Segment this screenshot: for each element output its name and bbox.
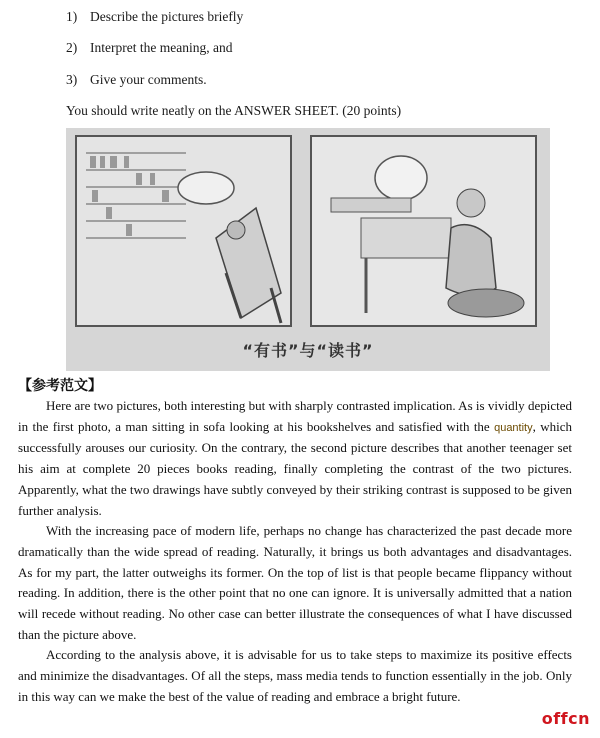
instruction-text: Interpret the meaning, and — [90, 40, 233, 55]
instruction-item-3 — [66, 72, 207, 88]
answer-sheet-note: You should write neatly on the ANSWER SHEET. (20 points) — [66, 103, 402, 118]
essay-text: Here are two pictures, both interesting but with sharply contrasted implication. As is vividly depicted in the first photo, a man sitting in sofa looking at his bookshelves and satisfied with the — [18, 398, 572, 434]
offcn-logo: offcn — [541, 709, 590, 728]
cartoon-illustration — [66, 128, 550, 371]
reference-essay — [18, 396, 572, 708]
highlighted-word: quantity — [494, 421, 533, 434]
cartoon-photo — [66, 128, 550, 371]
instruction-text: Describe the pictures briefly — [90, 9, 244, 24]
cartoon-caption: “有书”与“读书” — [242, 341, 374, 360]
instruction-number: 2) — [66, 40, 78, 55]
instruction-item-2 — [66, 40, 232, 56]
essay-paragraph-1 — [18, 396, 572, 521]
essay-paragraph-3: According to the analysis above, it is advisable for us to take steps to maximize its positive effects and minimize the disadvantages. Of all the steps, mass media tends to function essentially in the job. Only in this way can we make the best of the value of reading and embrace a bright future. — [18, 647, 572, 704]
instruction-item-1 — [66, 9, 243, 25]
instruction-number: 3) — [66, 72, 78, 87]
instruction-number: 1) — [66, 9, 78, 24]
reference-essay-heading: 【参考范文】 — [18, 378, 102, 394]
instruction-text: Give your comments. — [90, 72, 207, 87]
essay-paragraph-2: With the increasing pace of modern life, perhaps no change has characterized the past decade more dramatically than the wide spread of reading. Naturally, it brings us both advantages and disadvantages. As for my part, the latter outweighs its former. On the top of list is that people became flippancy without reading. In addition, there is the other point that no one can ignore. It is universally admitted that a nation will recede without reading. No other case can better illustrate the consequences of what I have discussed than the picture above. — [18, 523, 572, 642]
essay-text: , which successfully arouses our curiosity. On the contrary, the second picture describes that another teenager set his aim at complete 20 pieces books reading, finally completing the contrast of the two pictures. Apparently, what the two drawings have subtly conveyed by their striking contrast is supposed to be given further analysis. — [18, 418, 572, 518]
